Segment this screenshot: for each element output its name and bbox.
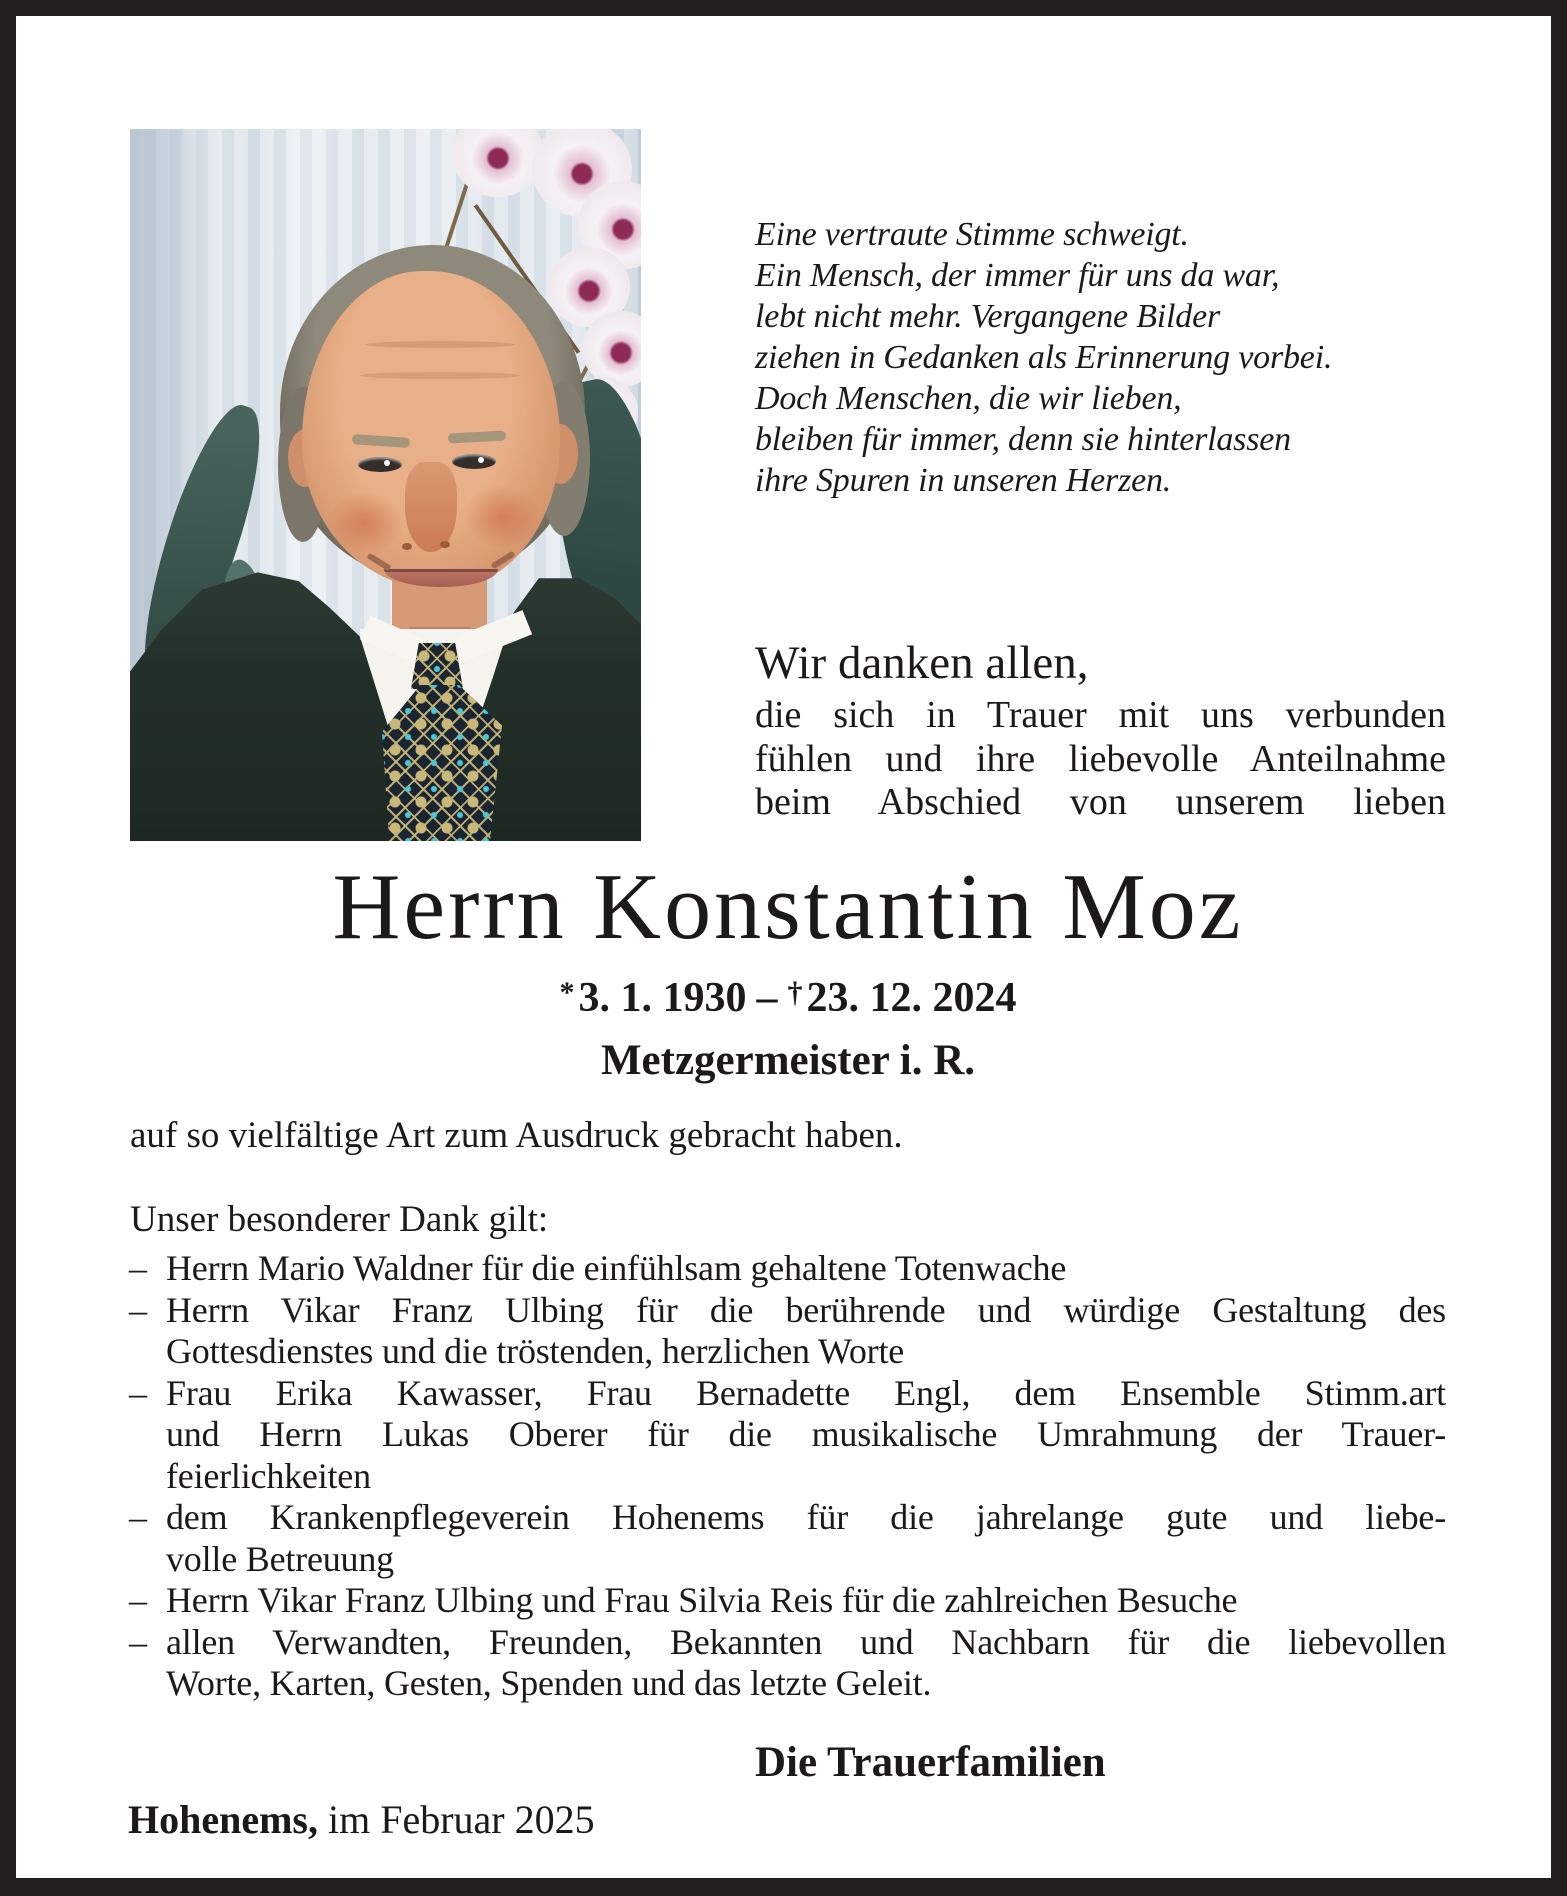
list-dash: – xyxy=(129,1372,147,1413)
life-dates xyxy=(130,974,1446,1022)
thanks-list-item xyxy=(129,1497,1446,1580)
photo-nostril xyxy=(440,541,450,548)
thanks-list-item xyxy=(129,1373,1446,1498)
thanks-list-item xyxy=(129,1290,1446,1373)
list-dash: – xyxy=(129,1248,147,1288)
thanks-paragraph-line: die sich in Trauer mit uns verbunden xyxy=(755,694,1446,736)
death-date: 23. 12. 2024 xyxy=(806,975,1017,1021)
thanks-list-line: Worte, Karten, Gesten, Spenden und das letzte Geleit. xyxy=(166,1663,932,1703)
thanks-paragraph xyxy=(755,694,1446,825)
obituary-card xyxy=(16,16,1551,1878)
death-symbol: † xyxy=(787,976,803,1009)
deceased-profession: Metzgermeister i. R. xyxy=(600,1037,976,1084)
birth-date: 3. 1. 1930 xyxy=(578,975,747,1021)
memorial-poem xyxy=(755,214,1332,501)
thanks-list-line: Herrn Vikar Franz Ulbing und Frau Silvia Reis für die zahlreichen Besuche xyxy=(166,1580,1238,1620)
place-date-line xyxy=(128,1796,595,1843)
photo-nostril xyxy=(402,543,412,550)
special-thanks-heading: Unser besonderer Dank gilt: xyxy=(130,1199,549,1240)
photo-cheek xyxy=(464,485,542,549)
thanks-heading: Wir danken allen, xyxy=(755,637,1089,689)
poem-line: Doch Menschen, die wir lieben, xyxy=(755,380,1182,417)
thanks-list-line: und Herrn Lukas Oberer für die musikalische Umrahmung der Trauer- xyxy=(166,1414,1446,1454)
dates-separator: – xyxy=(756,975,778,1021)
closing-line: auf so vielfältige Art zum Ausdruck gebracht haben. xyxy=(130,1115,903,1156)
thanks-list-line: Frau Erika Kawasser, Frau Bernadette Engl, dem Ensemble Stimm.art xyxy=(166,1372,1446,1413)
photo-eye-glint xyxy=(384,460,390,466)
photo-eye-glint xyxy=(478,457,484,463)
photo-forehead-line xyxy=(365,341,515,348)
date-text: im Februar 2025 xyxy=(318,1797,595,1842)
deceased-name: Herrn Konstantin Moz xyxy=(332,855,1244,959)
poem-line: Ein Mensch, der immer für uns da war, xyxy=(755,257,1280,294)
thanks-list-item xyxy=(129,1248,1446,1290)
photo-cheek xyxy=(326,491,404,555)
thanks-paragraph-line: beim Abschied von unserem lieben xyxy=(755,781,1446,823)
birth-symbol: * xyxy=(559,976,575,1009)
thanks-list-item xyxy=(129,1580,1446,1622)
poem-line: lebt nicht mehr. Vergangene Bilder xyxy=(755,298,1220,335)
list-dash: – xyxy=(129,1497,147,1537)
thanks-list-line: Gottesdienstes und die tröstenden, herzlichen Worte xyxy=(166,1331,905,1371)
thanks-list-line: allen Verwandten, Freunden, Bekannten und Nachbarn für die liebevollen xyxy=(166,1621,1446,1662)
thanks-list-line: Herrn Mario Waldner für die einfühlsam gehaltene Totenwache xyxy=(166,1248,1067,1288)
thanks-list-line: Herrn Vikar Franz Ulbing für die berührende und würdige Gestaltung des xyxy=(166,1289,1446,1330)
mourning-families-signature: Die Trauerfamilien xyxy=(755,1739,1106,1786)
poem-line: ziehen in Gedanken als Erinnerung vorbei. xyxy=(755,339,1333,376)
thanks-list-line: dem Krankenpflegeverein Hohenems für die jahrelange gute und liebe- xyxy=(166,1497,1446,1537)
photo-eye xyxy=(358,457,402,472)
photo-nose xyxy=(405,462,457,552)
poem-line: Eine vertraute Stimme schweigt. xyxy=(755,216,1189,253)
portrait-photo xyxy=(130,129,641,841)
thanks-list-line: feierlichkeiten xyxy=(166,1455,371,1496)
list-dash: – xyxy=(129,1621,147,1662)
thanks-paragraph-line: fühlen und ihre liebevolle Anteilnahme xyxy=(755,737,1446,780)
place-name: Hohenems, xyxy=(128,1797,318,1842)
photo-eye xyxy=(452,454,496,469)
poem-line: ihre Spuren in unseren Herzen. xyxy=(755,462,1172,499)
photo-tie-knot xyxy=(411,643,463,689)
photo-forehead-line xyxy=(360,372,520,379)
thanks-list-line: volle Betreuung xyxy=(166,1538,394,1579)
special-thanks-list xyxy=(129,1248,1446,1705)
list-dash: – xyxy=(129,1580,147,1620)
list-dash: – xyxy=(129,1289,147,1330)
poem-line: bleiben für immer, denn sie hinterlassen xyxy=(755,421,1291,458)
thanks-list-item xyxy=(129,1622,1446,1705)
